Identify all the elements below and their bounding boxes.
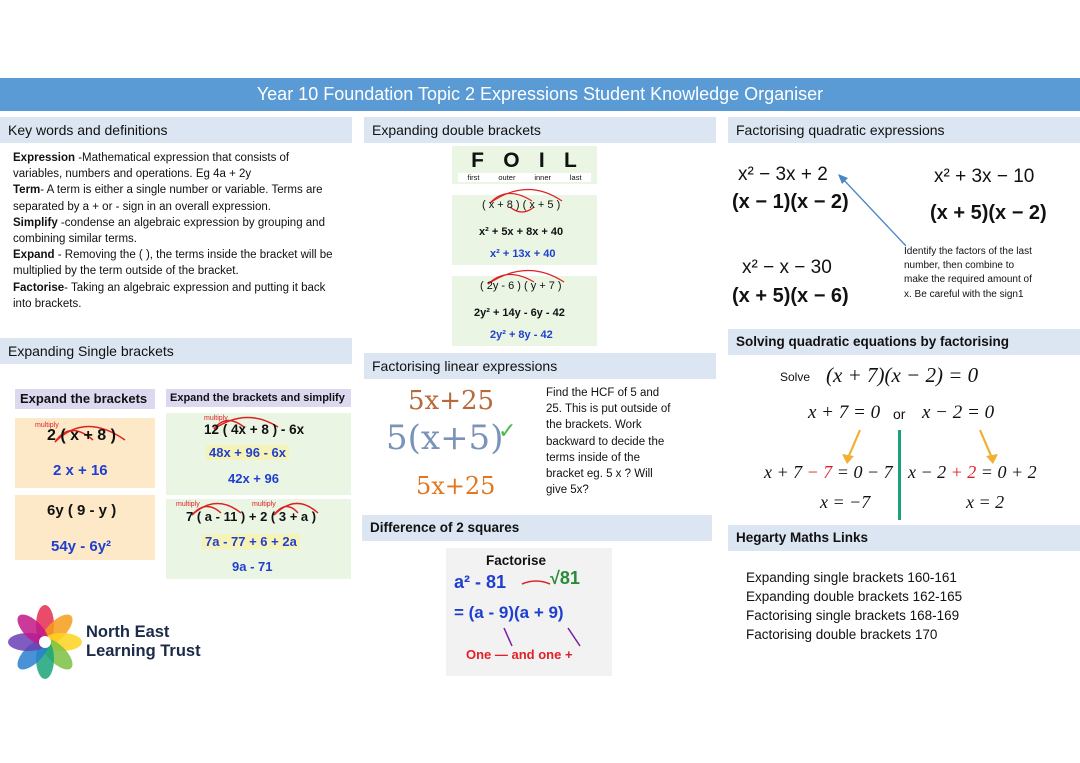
squares-heading: Difference of 2 squares [362, 515, 712, 541]
keyword-factorise: Factorise- Taking an algebraic expression and putting it back into brackets. [13, 281, 326, 310]
solving-right-2: x − 2 + 2 = 0 + 2 [908, 462, 1037, 482]
foil-words: first outer inner last [458, 173, 591, 182]
double-example-2-question: ( 2y - 6 ) ( y + 7 ) [480, 280, 562, 292]
single-example-4-answer: 9a - 71 [232, 559, 273, 574]
double-example-2-step: 2y² + 14y - 6y - 42 [474, 307, 565, 319]
foil-letters: F O I L [471, 149, 578, 172]
hegarty-link: Factorising single brackets 168-169 [746, 608, 960, 623]
solving-right-1: x − 2 = 0 [922, 402, 995, 423]
single-example-2-question: 6y ( 9 - y ) [47, 502, 117, 519]
multiply-label: multiply [176, 501, 200, 508]
quad-example-1-question: x² − 3x + 2 [738, 164, 828, 185]
single-example-2 [15, 495, 155, 560]
quadratic-heading: Factorising quadratic expressions [728, 117, 1080, 143]
quad-example-3-question: x² − x − 30 [742, 257, 832, 278]
hegarty-links [746, 568, 962, 644]
multiply-label: multiply [252, 501, 276, 508]
squares-label: Factorise [486, 553, 547, 568]
linear-heading: Factorising linear expressions [364, 353, 716, 379]
squares-expr: a² - 81 [454, 572, 507, 592]
hegarty-link: Expanding double brackets 162-165 [746, 589, 963, 604]
handwritten-factorisation [380, 384, 530, 504]
logo-text: North East Learning Trust [86, 623, 201, 660]
pointer-arrow [830, 170, 910, 250]
double-example-2-answer: 2y² + 8y - 42 [490, 329, 553, 341]
quad-example-3-answer: (x + 5)(x − 6) [732, 285, 849, 307]
solving-left-2: x + 7 − 7 = 0 − 7 [764, 462, 893, 482]
solving-equation: (x + 7)(x − 2) = 0 [826, 363, 979, 387]
single-example-4-step: 7a - 77 + 6 + 2a [202, 534, 300, 549]
single-example-4 [166, 499, 351, 579]
hegarty-heading: Hegarty Maths Links [728, 525, 1080, 551]
solving-left-1: x + 7 = 0 [808, 402, 881, 423]
quad-example-2-question: x² + 3x − 10 [934, 166, 1035, 187]
linear-explanation: Find the HCF of 5 and 25. This is put outside of the brackets. Work backward to decide the terms inside of the bracket eg. 5 x ? Will give 5x? [546, 387, 671, 497]
quad-example-1-answer: (x − 1)(x − 2) [732, 191, 849, 213]
quadratic-note: Identify the factors of the last number, then combine to make the required amount of x. Be careful with the sign1 [904, 246, 1032, 300]
handwritten-1: 5x+25 [408, 386, 495, 416]
handwritten-3: 5x+25 [416, 472, 496, 500]
single-brackets-heading: Expanding Single brackets [0, 338, 352, 364]
double-example-2 [452, 276, 597, 346]
multiply-label: multiply [35, 422, 59, 429]
single-example-3-answer: 42x + 96 [228, 471, 279, 486]
solving-divider [898, 430, 901, 520]
squares-example [446, 548, 612, 676]
single-example-2-answer: 54y - 6y² [51, 538, 112, 555]
quad-example-2-answer: (x + 5)(x − 2) [930, 202, 1047, 224]
keywords-heading: Key words and definitions [0, 117, 352, 143]
expand-simplify-title: Expand the brackets and simplify [166, 389, 351, 407]
page-title: Year 10 Foundation Topic 2 Expressions Student Knowledge Organiser [0, 78, 1080, 111]
solving-heading: Solving quadratic equations by factorising [728, 329, 1080, 355]
hegarty-link: Factorising double brackets 170 [746, 627, 938, 642]
foil-box [452, 146, 597, 184]
single-example-1-question: 2 ( x + 8 ) [47, 427, 116, 444]
single-example-4-question: 7 ( a - 11 ) + 2 ( 3 + a ) [186, 509, 317, 524]
single-example-3-step: 48x + 96 - 6x [206, 445, 289, 460]
keyword-expression: Expression -Mathematical expression that consists of variables, numbers and operations. Eg 4a + 2y [13, 152, 290, 181]
keyword-simplify: Simplify -condense an algebraic expression by grouping and combining similar terms. [13, 216, 325, 246]
logo-flower-icon [8, 605, 83, 680]
keyword-term: Term- A term is either a single number or variable. Terms are separated by a + or - sign in an overall expression. [13, 184, 323, 213]
solve-label: Solve [780, 370, 811, 384]
double-brackets-heading: Expanding double brackets [364, 117, 716, 143]
solving-left-3: x = −7 [820, 492, 871, 512]
single-example-3-question: 12 ( 4x + 8 ) - 6x [204, 422, 305, 437]
keyword-expand: Expand - Removing the ( ), the terms inside the bracket will be multiplied by the term outside of the bracket. [13, 249, 333, 278]
solving-right-3: x = 2 [966, 492, 1005, 512]
hegarty-link: Expanding single brackets 160-161 [746, 570, 957, 585]
single-example-1-answer: 2 x + 16 [53, 462, 108, 479]
squares-note: One — and one + [466, 647, 573, 662]
handwritten-2: 5(x+5) [386, 418, 504, 458]
double-example-1-step: x² + 5x + 8x + 40 [479, 226, 564, 238]
tick-icon: ✓ [498, 418, 517, 443]
keywords-list [13, 150, 335, 312]
solving-or: or [893, 406, 906, 422]
expand-title: Expand the brackets [15, 389, 155, 409]
double-example-1-answer: x² + 13x + 40 [490, 248, 556, 260]
squares-result: = (a - 9)(a + 9) [454, 603, 564, 622]
multiply-label: multiply [204, 415, 228, 422]
single-example-3 [166, 413, 351, 495]
double-example-1-question: ( x + 8 ) ( x + 5 ) [482, 199, 561, 211]
double-example-1 [452, 195, 597, 265]
single-example-1 [15, 418, 155, 488]
squares-root: √81 [550, 568, 580, 588]
